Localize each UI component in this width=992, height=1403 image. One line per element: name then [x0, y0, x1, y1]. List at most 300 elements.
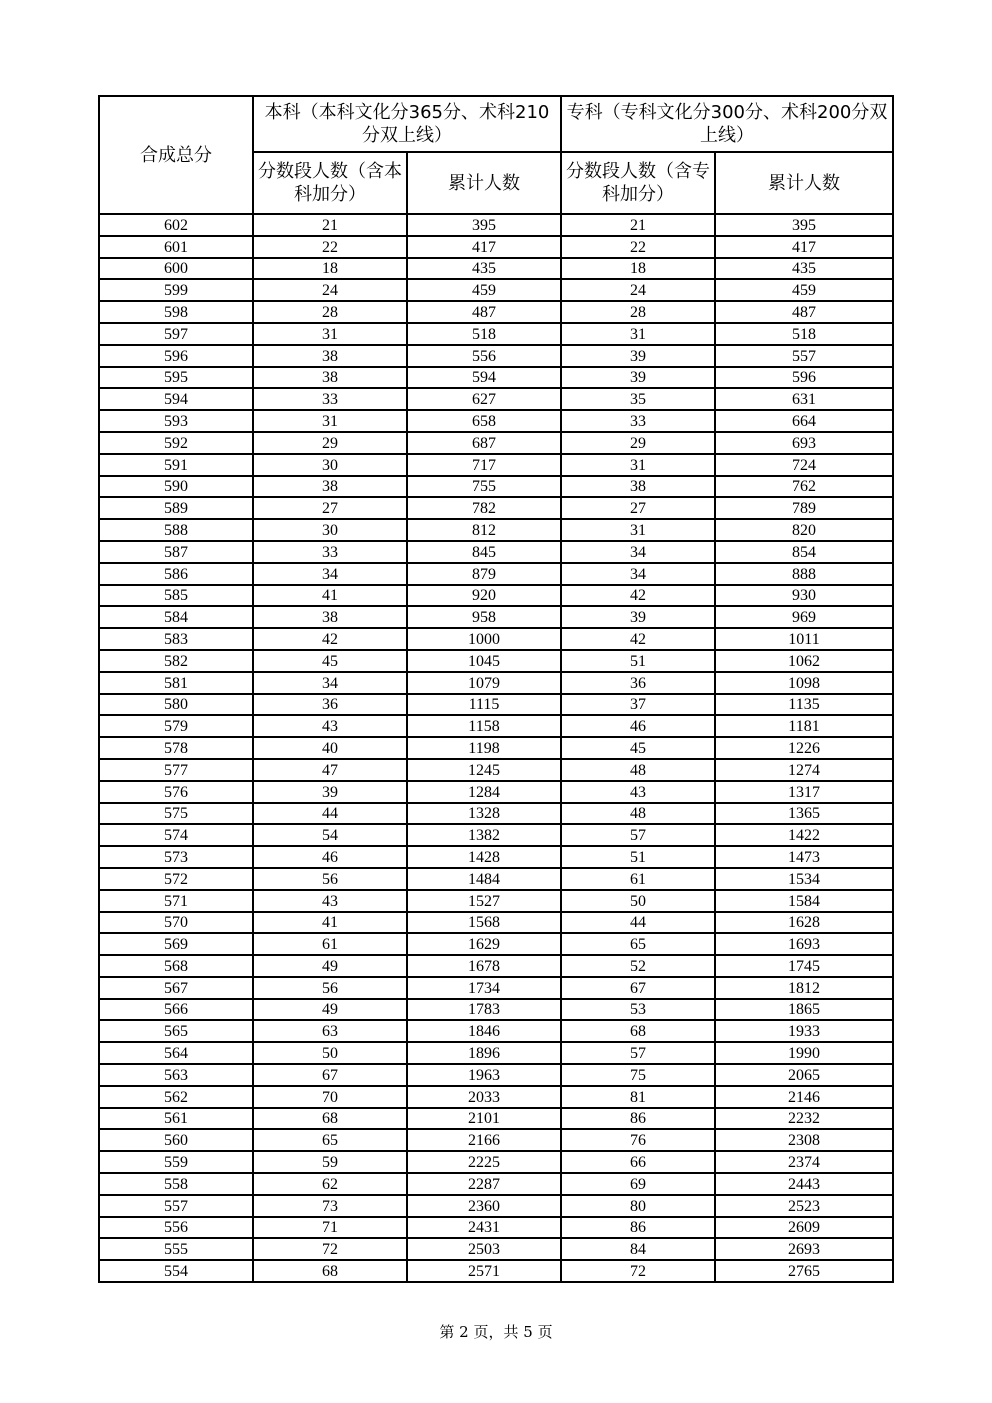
table-row: [99, 476, 893, 498]
cell-total-score: 577: [99, 759, 253, 781]
cell-undergrad-count: 34: [253, 563, 407, 585]
cell-junior-count: 81: [561, 1086, 715, 1108]
cell-undergrad-cumulative: 1428: [407, 846, 561, 868]
table-row: [99, 1129, 893, 1151]
cell-undergrad-cumulative: 1328: [407, 803, 561, 825]
cell-total-score: 593: [99, 410, 253, 432]
header-junior-group: 专科（专科文化分300分、术科200分双上线）: [561, 96, 893, 152]
cell-junior-cumulative: 693: [715, 432, 893, 454]
cell-junior-count: 86: [561, 1108, 715, 1130]
cell-undergrad-cumulative: 459: [407, 279, 561, 301]
cell-total-score: 567: [99, 977, 253, 999]
cell-junior-cumulative: 664: [715, 410, 893, 432]
cell-junior-count: 42: [561, 628, 715, 650]
cell-undergrad-cumulative: 812: [407, 519, 561, 541]
cell-total-score: 560: [99, 1129, 253, 1151]
table-row: [99, 1151, 893, 1173]
cell-undergrad-cumulative: 594: [407, 367, 561, 389]
cell-undergrad-count: 30: [253, 454, 407, 476]
cell-undergrad-count: 63: [253, 1020, 407, 1042]
cell-junior-count: 45: [561, 737, 715, 759]
cell-undergrad-cumulative: 1896: [407, 1042, 561, 1064]
cell-junior-cumulative: 854: [715, 541, 893, 563]
cell-undergrad-cumulative: 2571: [407, 1260, 561, 1282]
table-row: [99, 301, 893, 323]
header-undergrad-cumulative: 累计人数: [407, 152, 561, 214]
cell-junior-cumulative: 930: [715, 585, 893, 607]
cell-total-score: 590: [99, 476, 253, 498]
cell-junior-count: 80: [561, 1195, 715, 1217]
cell-junior-cumulative: 762: [715, 476, 893, 498]
cell-total-score: 582: [99, 650, 253, 672]
cell-undergrad-count: 44: [253, 803, 407, 825]
cell-undergrad-cumulative: 687: [407, 432, 561, 454]
cell-undergrad-count: 71: [253, 1217, 407, 1239]
cell-undergrad-cumulative: 1115: [407, 694, 561, 716]
cell-junior-count: 48: [561, 759, 715, 781]
cell-junior-cumulative: 1534: [715, 868, 893, 890]
cell-total-score: 561: [99, 1108, 253, 1130]
cell-undergrad-count: 49: [253, 999, 407, 1021]
cell-junior-cumulative: 417: [715, 236, 893, 258]
cell-undergrad-cumulative: 1963: [407, 1064, 561, 1086]
cell-junior-count: 33: [561, 410, 715, 432]
cell-junior-count: 84: [561, 1238, 715, 1260]
cell-total-score: 575: [99, 803, 253, 825]
table-row: [99, 497, 893, 519]
cell-junior-cumulative: 1181: [715, 715, 893, 737]
cell-undergrad-count: 59: [253, 1151, 407, 1173]
cell-junior-count: 51: [561, 650, 715, 672]
cell-undergrad-count: 54: [253, 824, 407, 846]
cell-undergrad-cumulative: 556: [407, 345, 561, 367]
table-row: [99, 214, 893, 236]
cell-undergrad-cumulative: 1527: [407, 890, 561, 912]
cell-junior-count: 76: [561, 1129, 715, 1151]
table-row: [99, 541, 893, 563]
cell-junior-cumulative: 789: [715, 497, 893, 519]
cell-total-score: 589: [99, 497, 253, 519]
cell-total-score: 596: [99, 345, 253, 367]
cell-junior-cumulative: 1812: [715, 977, 893, 999]
table-row: [99, 912, 893, 934]
cell-total-score: 556: [99, 1217, 253, 1239]
table-row: [99, 454, 893, 476]
cell-undergrad-cumulative: 627: [407, 388, 561, 410]
table-row: [99, 236, 893, 258]
cell-total-score: 583: [99, 628, 253, 650]
table-row: [99, 1064, 893, 1086]
cell-total-score: 565: [99, 1020, 253, 1042]
cell-undergrad-cumulative: 1484: [407, 868, 561, 890]
cell-junior-count: 75: [561, 1064, 715, 1086]
cell-undergrad-count: 30: [253, 519, 407, 541]
cell-total-score: 588: [99, 519, 253, 541]
cell-junior-cumulative: 2693: [715, 1238, 893, 1260]
cell-junior-cumulative: 888: [715, 563, 893, 585]
cell-total-score: 581: [99, 672, 253, 694]
cell-junior-cumulative: 1745: [715, 955, 893, 977]
cell-undergrad-cumulative: 1382: [407, 824, 561, 846]
cell-total-score: 602: [99, 214, 253, 236]
table-row: [99, 1108, 893, 1130]
table-row: [99, 1173, 893, 1195]
cell-total-score: 569: [99, 933, 253, 955]
table-row: [99, 1260, 893, 1282]
cell-undergrad-count: 39: [253, 781, 407, 803]
cell-total-score: 585: [99, 585, 253, 607]
cell-undergrad-cumulative: 782: [407, 497, 561, 519]
cell-total-score: 563: [99, 1064, 253, 1086]
cell-undergrad-count: 62: [253, 1173, 407, 1195]
header-undergrad-group: 本科（本科文化分365分、术科210分双上线）: [253, 96, 561, 152]
cell-undergrad-count: 47: [253, 759, 407, 781]
cell-junior-cumulative: 631: [715, 388, 893, 410]
cell-junior-count: 86: [561, 1217, 715, 1239]
cell-undergrad-cumulative: 1846: [407, 1020, 561, 1042]
cell-junior-cumulative: 1317: [715, 781, 893, 803]
cell-junior-cumulative: 557: [715, 345, 893, 367]
table-row: [99, 1086, 893, 1108]
table-row: [99, 868, 893, 890]
cell-junior-count: 39: [561, 345, 715, 367]
cell-junior-cumulative: 1933: [715, 1020, 893, 1042]
cell-total-score: 566: [99, 999, 253, 1021]
page-footer: 第 2 页，共 5 页: [439, 1323, 553, 1341]
cell-junior-cumulative: 1098: [715, 672, 893, 694]
cell-junior-cumulative: 1274: [715, 759, 893, 781]
cell-junior-cumulative: 2374: [715, 1151, 893, 1173]
cell-junior-count: 21: [561, 214, 715, 236]
cell-junior-cumulative: 395: [715, 214, 893, 236]
cell-undergrad-count: 38: [253, 476, 407, 498]
cell-undergrad-cumulative: 2033: [407, 1086, 561, 1108]
table-row: [99, 650, 893, 672]
cell-undergrad-count: 40: [253, 737, 407, 759]
cell-junior-count: 42: [561, 585, 715, 607]
cell-undergrad-count: 56: [253, 977, 407, 999]
cell-total-score: 573: [99, 846, 253, 868]
cell-junior-cumulative: 2146: [715, 1086, 893, 1108]
cell-junior-count: 68: [561, 1020, 715, 1042]
cell-undergrad-cumulative: 1568: [407, 912, 561, 934]
cell-junior-count: 34: [561, 541, 715, 563]
cell-undergrad-count: 65: [253, 1129, 407, 1151]
header-total-score: 合成总分: [99, 96, 253, 214]
table-row: [99, 606, 893, 628]
cell-undergrad-count: 36: [253, 694, 407, 716]
cell-total-score: 559: [99, 1151, 253, 1173]
cell-junior-count: 27: [561, 497, 715, 519]
table-row: [99, 715, 893, 737]
cell-undergrad-cumulative: 1079: [407, 672, 561, 694]
cell-total-score: 570: [99, 912, 253, 934]
cell-junior-cumulative: 518: [715, 323, 893, 345]
header-junior-count: 分数段人数（含专科加分）: [561, 152, 715, 214]
cell-undergrad-count: 67: [253, 1064, 407, 1086]
cell-junior-count: 31: [561, 454, 715, 476]
table-row: [99, 1238, 893, 1260]
cell-junior-count: 57: [561, 824, 715, 846]
cell-junior-count: 22: [561, 236, 715, 258]
cell-junior-count: 39: [561, 606, 715, 628]
table-row: [99, 367, 893, 389]
cell-undergrad-cumulative: 1245: [407, 759, 561, 781]
cell-undergrad-count: 43: [253, 715, 407, 737]
cell-junior-cumulative: 1365: [715, 803, 893, 825]
cell-total-score: 601: [99, 236, 253, 258]
table-row: [99, 672, 893, 694]
cell-total-score: 558: [99, 1173, 253, 1195]
cell-undergrad-cumulative: 417: [407, 236, 561, 258]
cell-undergrad-cumulative: 2166: [407, 1129, 561, 1151]
cell-junior-count: 29: [561, 432, 715, 454]
cell-undergrad-count: 50: [253, 1042, 407, 1064]
cell-junior-count: 66: [561, 1151, 715, 1173]
cell-junior-count: 44: [561, 912, 715, 934]
cell-junior-cumulative: 2308: [715, 1129, 893, 1151]
cell-junior-cumulative: 435: [715, 258, 893, 280]
cell-undergrad-cumulative: 1678: [407, 955, 561, 977]
cell-total-score: 598: [99, 301, 253, 323]
cell-junior-count: 53: [561, 999, 715, 1021]
cell-total-score: 576: [99, 781, 253, 803]
cell-junior-cumulative: 1865: [715, 999, 893, 1021]
cell-junior-count: 43: [561, 781, 715, 803]
cell-junior-count: 52: [561, 955, 715, 977]
table-row: [99, 759, 893, 781]
table-row: [99, 846, 893, 868]
cell-undergrad-count: 31: [253, 410, 407, 432]
table-row: [99, 1042, 893, 1064]
cell-total-score: 580: [99, 694, 253, 716]
cell-junior-cumulative: 2523: [715, 1195, 893, 1217]
cell-undergrad-cumulative: 395: [407, 214, 561, 236]
cell-total-score: 599: [99, 279, 253, 301]
cell-total-score: 584: [99, 606, 253, 628]
table-row: [99, 258, 893, 280]
cell-undergrad-cumulative: 755: [407, 476, 561, 498]
cell-undergrad-cumulative: 879: [407, 563, 561, 585]
header-undergrad-count: 分数段人数（含本科加分）: [253, 152, 407, 214]
cell-undergrad-cumulative: 1629: [407, 933, 561, 955]
cell-junior-cumulative: 2609: [715, 1217, 893, 1239]
cell-total-score: 592: [99, 432, 253, 454]
cell-junior-count: 50: [561, 890, 715, 912]
cell-undergrad-cumulative: 1783: [407, 999, 561, 1021]
cell-undergrad-count: 61: [253, 933, 407, 955]
cell-junior-cumulative: 1226: [715, 737, 893, 759]
cell-undergrad-count: 29: [253, 432, 407, 454]
cell-junior-cumulative: 724: [715, 454, 893, 476]
cell-junior-count: 31: [561, 323, 715, 345]
cell-undergrad-count: 49: [253, 955, 407, 977]
cell-undergrad-count: 56: [253, 868, 407, 890]
cell-junior-count: 39: [561, 367, 715, 389]
cell-undergrad-cumulative: 1158: [407, 715, 561, 737]
cell-undergrad-count: 21: [253, 214, 407, 236]
cell-undergrad-cumulative: 958: [407, 606, 561, 628]
cell-junior-cumulative: 1693: [715, 933, 893, 955]
cell-total-score: 595: [99, 367, 253, 389]
table-row: [99, 737, 893, 759]
cell-junior-cumulative: 2232: [715, 1108, 893, 1130]
table-body: [99, 214, 893, 1282]
cell-total-score: 572: [99, 868, 253, 890]
table-row: [99, 694, 893, 716]
cell-undergrad-cumulative: 717: [407, 454, 561, 476]
cell-junior-cumulative: 459: [715, 279, 893, 301]
cell-undergrad-cumulative: 1000: [407, 628, 561, 650]
cell-total-score: 574: [99, 824, 253, 846]
cell-undergrad-count: 72: [253, 1238, 407, 1260]
table-row: [99, 563, 893, 585]
score-distribution-table: [98, 95, 894, 1283]
cell-undergrad-count: 45: [253, 650, 407, 672]
cell-undergrad-cumulative: 2503: [407, 1238, 561, 1260]
cell-undergrad-count: 28: [253, 301, 407, 323]
cell-undergrad-count: 38: [253, 606, 407, 628]
cell-undergrad-cumulative: 435: [407, 258, 561, 280]
table-row: [99, 345, 893, 367]
cell-junior-count: 24: [561, 279, 715, 301]
cell-junior-cumulative: 1422: [715, 824, 893, 846]
cell-undergrad-count: 68: [253, 1108, 407, 1130]
cell-junior-cumulative: 2765: [715, 1260, 893, 1282]
table-row: [99, 628, 893, 650]
cell-junior-count: 69: [561, 1173, 715, 1195]
cell-undergrad-count: 24: [253, 279, 407, 301]
cell-junior-count: 51: [561, 846, 715, 868]
cell-undergrad-cumulative: 1045: [407, 650, 561, 672]
cell-undergrad-count: 34: [253, 672, 407, 694]
cell-undergrad-count: 38: [253, 345, 407, 367]
table-row: [99, 824, 893, 846]
cell-junior-count: 31: [561, 519, 715, 541]
cell-junior-count: 67: [561, 977, 715, 999]
cell-total-score: 591: [99, 454, 253, 476]
cell-total-score: 597: [99, 323, 253, 345]
cell-undergrad-count: 22: [253, 236, 407, 258]
cell-total-score: 600: [99, 258, 253, 280]
cell-undergrad-cumulative: 2101: [407, 1108, 561, 1130]
cell-junior-count: 34: [561, 563, 715, 585]
cell-total-score: 555: [99, 1238, 253, 1260]
cell-junior-count: 65: [561, 933, 715, 955]
cell-junior-cumulative: 1473: [715, 846, 893, 868]
cell-total-score: 594: [99, 388, 253, 410]
cell-junior-count: 35: [561, 388, 715, 410]
cell-junior-count: 48: [561, 803, 715, 825]
cell-undergrad-count: 73: [253, 1195, 407, 1217]
cell-undergrad-count: 41: [253, 912, 407, 934]
table-row: [99, 410, 893, 432]
cell-undergrad-count: 18: [253, 258, 407, 280]
table-row: [99, 1217, 893, 1239]
cell-junior-count: 37: [561, 694, 715, 716]
cell-undergrad-cumulative: 2225: [407, 1151, 561, 1173]
cell-undergrad-cumulative: 2431: [407, 1217, 561, 1239]
table-row: [99, 781, 893, 803]
cell-undergrad-count: 27: [253, 497, 407, 519]
cell-undergrad-cumulative: 658: [407, 410, 561, 432]
cell-junior-count: 57: [561, 1042, 715, 1064]
cell-undergrad-cumulative: 487: [407, 301, 561, 323]
cell-undergrad-count: 33: [253, 388, 407, 410]
cell-junior-count: 72: [561, 1260, 715, 1282]
cell-total-score: 571: [99, 890, 253, 912]
cell-total-score: 554: [99, 1260, 253, 1282]
cell-junior-cumulative: 820: [715, 519, 893, 541]
table-row: [99, 519, 893, 541]
cell-junior-cumulative: 2065: [715, 1064, 893, 1086]
header-junior-cumulative: 累计人数: [715, 152, 893, 214]
table-row: [99, 999, 893, 1021]
cell-total-score: 562: [99, 1086, 253, 1108]
table-row: [99, 803, 893, 825]
cell-undergrad-count: 42: [253, 628, 407, 650]
cell-junior-cumulative: 969: [715, 606, 893, 628]
table-row: [99, 933, 893, 955]
cell-junior-cumulative: 2443: [715, 1173, 893, 1195]
table-row: [99, 1195, 893, 1217]
cell-junior-cumulative: 487: [715, 301, 893, 323]
cell-total-score: 578: [99, 737, 253, 759]
cell-junior-count: 36: [561, 672, 715, 694]
cell-junior-cumulative: 1135: [715, 694, 893, 716]
cell-undergrad-count: 43: [253, 890, 407, 912]
cell-undergrad-count: 41: [253, 585, 407, 607]
cell-junior-cumulative: 1062: [715, 650, 893, 672]
cell-undergrad-count: 38: [253, 367, 407, 389]
cell-junior-count: 38: [561, 476, 715, 498]
table-row: [99, 432, 893, 454]
cell-undergrad-count: 68: [253, 1260, 407, 1282]
cell-total-score: 579: [99, 715, 253, 737]
table-row: [99, 1020, 893, 1042]
cell-junior-count: 18: [561, 258, 715, 280]
cell-undergrad-count: 70: [253, 1086, 407, 1108]
cell-undergrad-count: 46: [253, 846, 407, 868]
table-row: [99, 323, 893, 345]
cell-junior-count: 28: [561, 301, 715, 323]
cell-undergrad-cumulative: 2287: [407, 1173, 561, 1195]
table-row: [99, 279, 893, 301]
cell-undergrad-count: 31: [253, 323, 407, 345]
cell-undergrad-cumulative: 1734: [407, 977, 561, 999]
cell-undergrad-cumulative: 518: [407, 323, 561, 345]
table-row: [99, 585, 893, 607]
cell-junior-cumulative: 1990: [715, 1042, 893, 1064]
cell-undergrad-cumulative: 920: [407, 585, 561, 607]
cell-junior-cumulative: 1628: [715, 912, 893, 934]
cell-undergrad-cumulative: 1284: [407, 781, 561, 803]
cell-junior-cumulative: 1011: [715, 628, 893, 650]
cell-junior-count: 46: [561, 715, 715, 737]
cell-junior-cumulative: 1584: [715, 890, 893, 912]
cell-undergrad-cumulative: 845: [407, 541, 561, 563]
table-row: [99, 977, 893, 999]
table-row: [99, 955, 893, 977]
cell-total-score: 557: [99, 1195, 253, 1217]
cell-undergrad-count: 33: [253, 541, 407, 563]
cell-total-score: 586: [99, 563, 253, 585]
table-row: [99, 890, 893, 912]
cell-junior-cumulative: 596: [715, 367, 893, 389]
cell-junior-count: 61: [561, 868, 715, 890]
cell-undergrad-cumulative: 1198: [407, 737, 561, 759]
cell-total-score: 568: [99, 955, 253, 977]
